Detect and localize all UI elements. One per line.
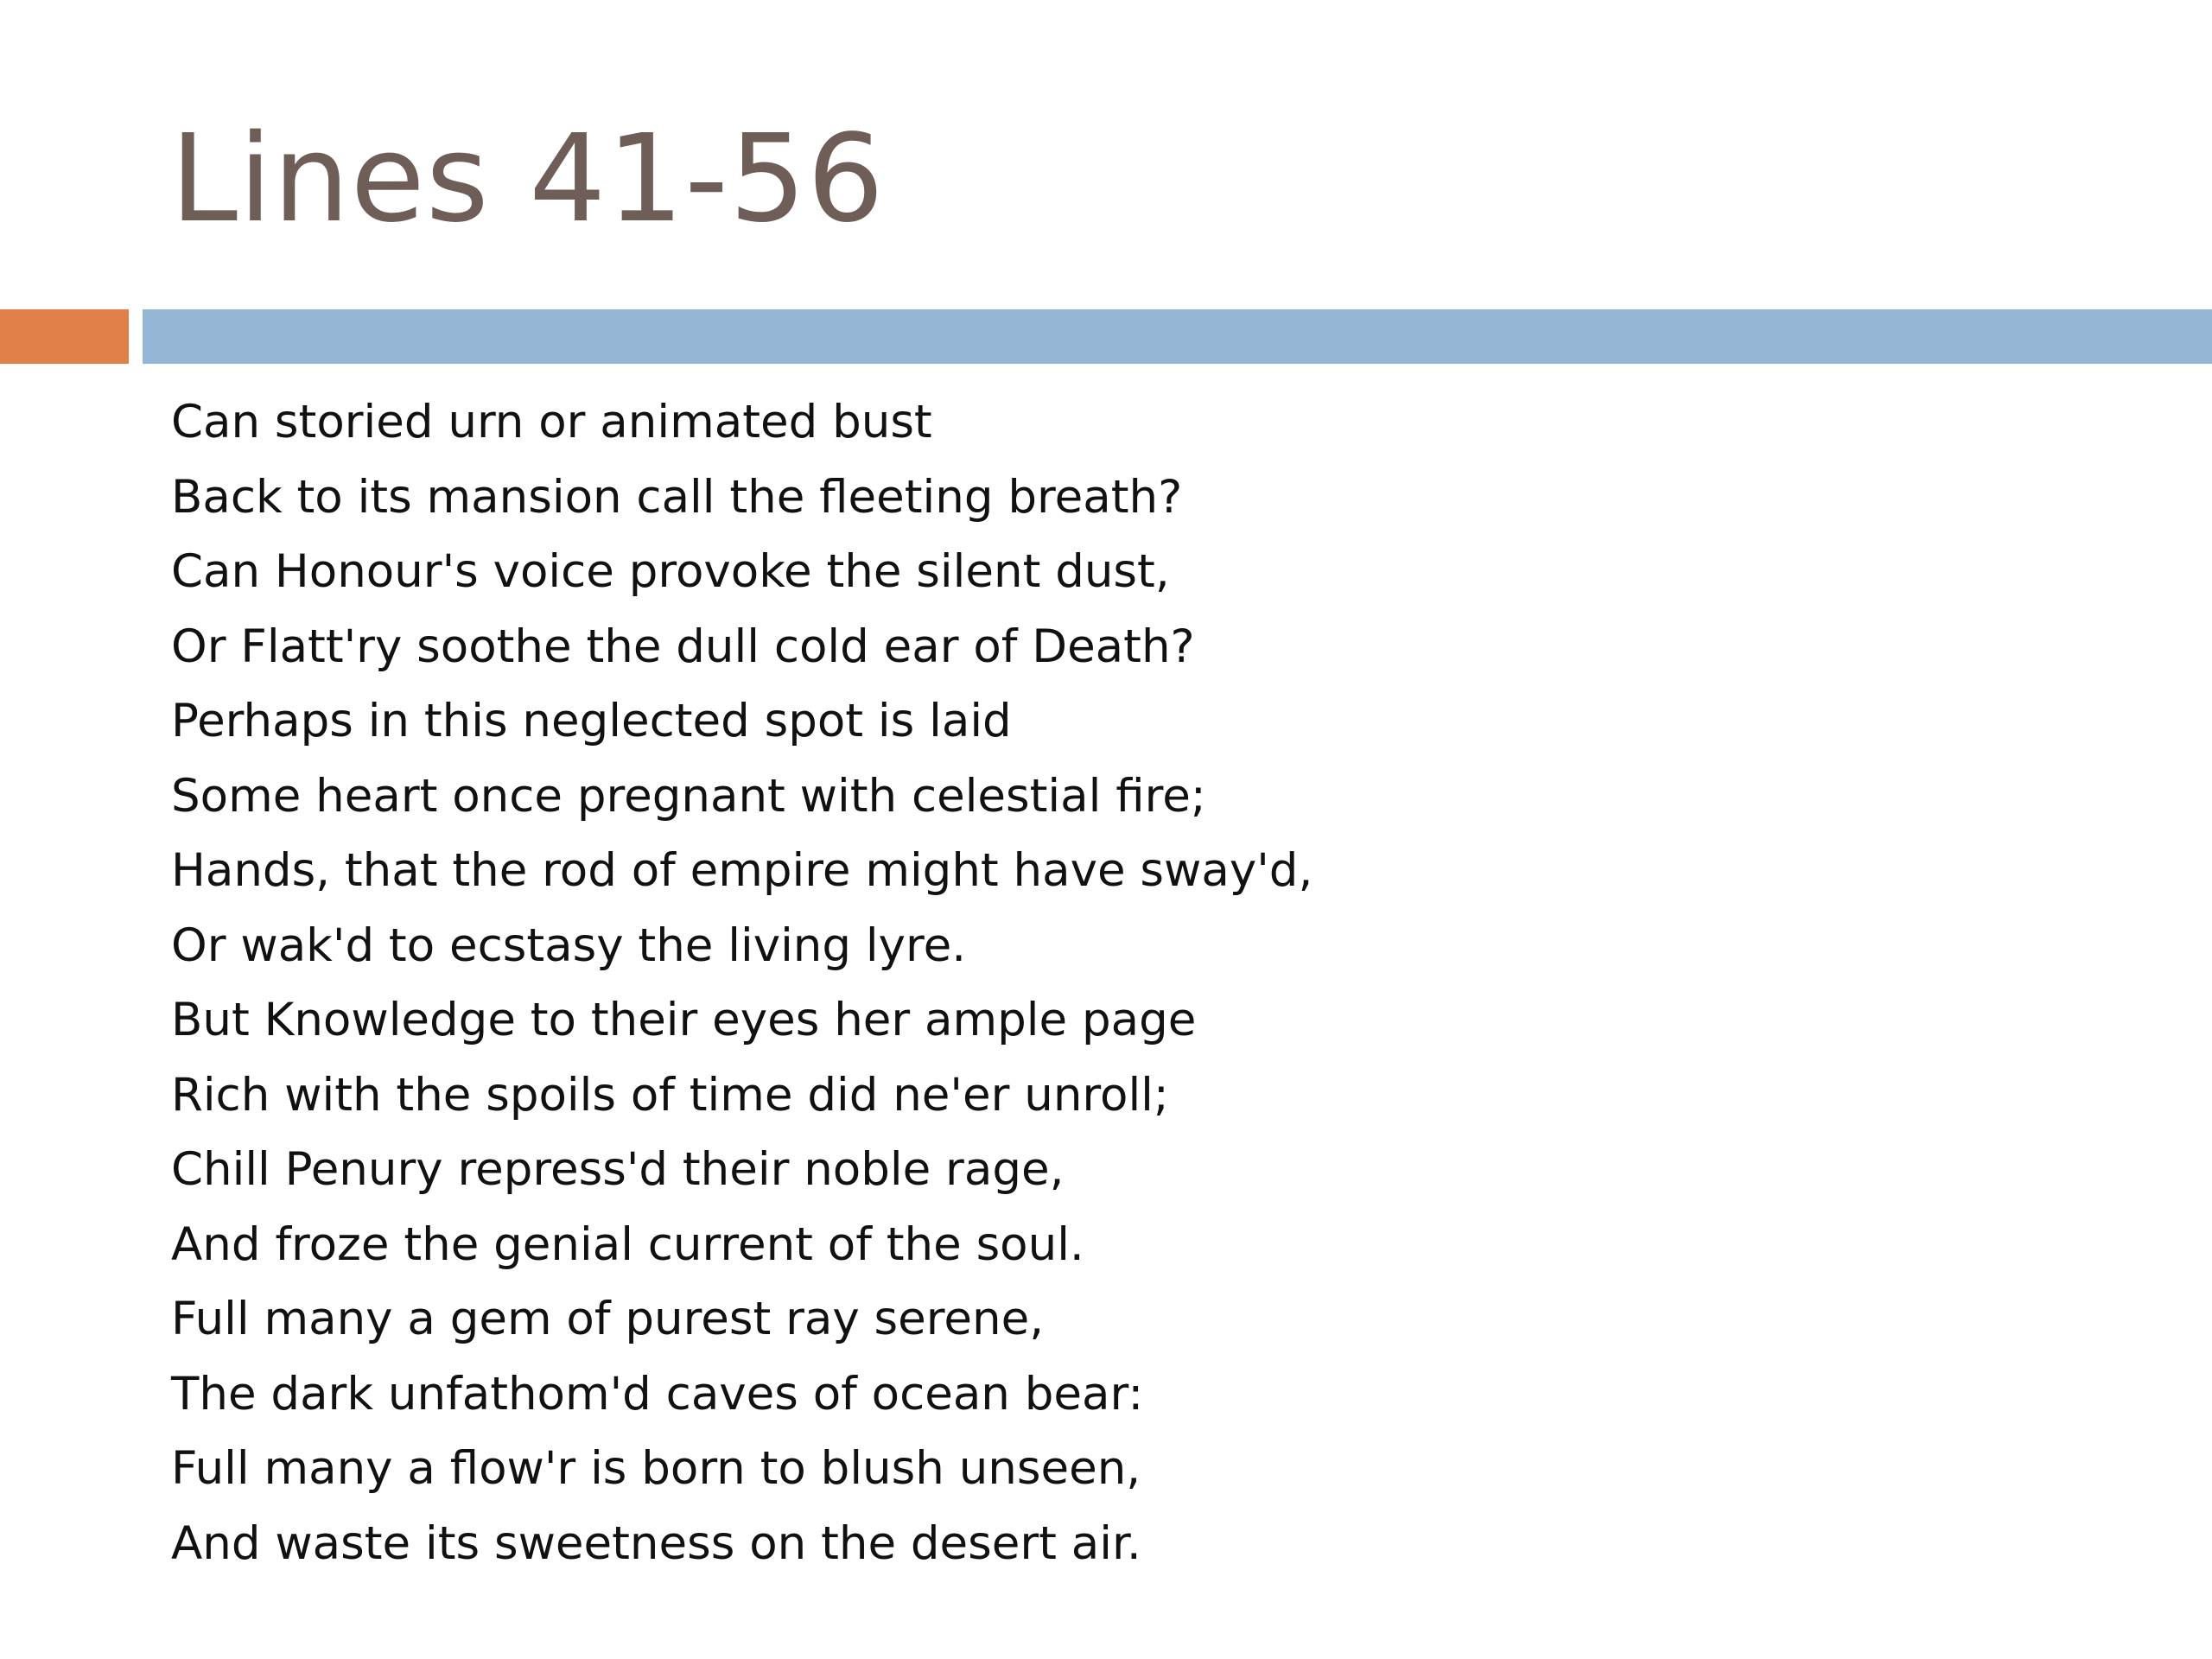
slide-title: Lines 41-56 — [170, 109, 886, 250]
poem-line: Can storied urn or animated bust — [171, 396, 932, 448]
poem-line: Full many a flow'r is born to blush unseen, — [171, 1442, 1141, 1495]
poem-line: And froze the genial current of the soul. — [171, 1217, 1084, 1271]
poem-line: And waste its sweetness on the desert air. — [171, 1516, 1141, 1570]
poem-line: Or wak'd to ecstasy the living lyre. — [171, 918, 967, 972]
poem-line: Perhaps in this neglected spot is laid — [171, 695, 1012, 747]
poem-line: Or Flatt'ry soothe the dull cold ear of Death? — [171, 620, 1195, 673]
poem-line: Rich with the spoils of time did ne'er unroll; — [171, 1068, 1169, 1122]
title-accent-bar-blue — [143, 309, 2212, 364]
poem-line: Chill Penury repress'd their noble rage, — [171, 1143, 1065, 1196]
poem-line: But Knowledge to their eyes her ample page — [171, 994, 1197, 1046]
poem-line: Hands, that the rod of empire might have sway'd, — [171, 844, 1313, 897]
poem-line: Can Honour's voice provoke the silent dust, — [171, 545, 1170, 598]
poem-line: Some heart once pregnant with celestial fire; — [171, 769, 1206, 823]
poem-line: Full many a gem of purest ray serene, — [171, 1293, 1045, 1345]
poem-line: The dark unfathom'd caves of ocean bear: — [171, 1367, 1144, 1421]
title-accent-bar-orange — [0, 309, 129, 364]
poem-line: Back to its mansion call the fleeting breath? — [171, 470, 1183, 524]
poem-lines — [171, 385, 2072, 1581]
